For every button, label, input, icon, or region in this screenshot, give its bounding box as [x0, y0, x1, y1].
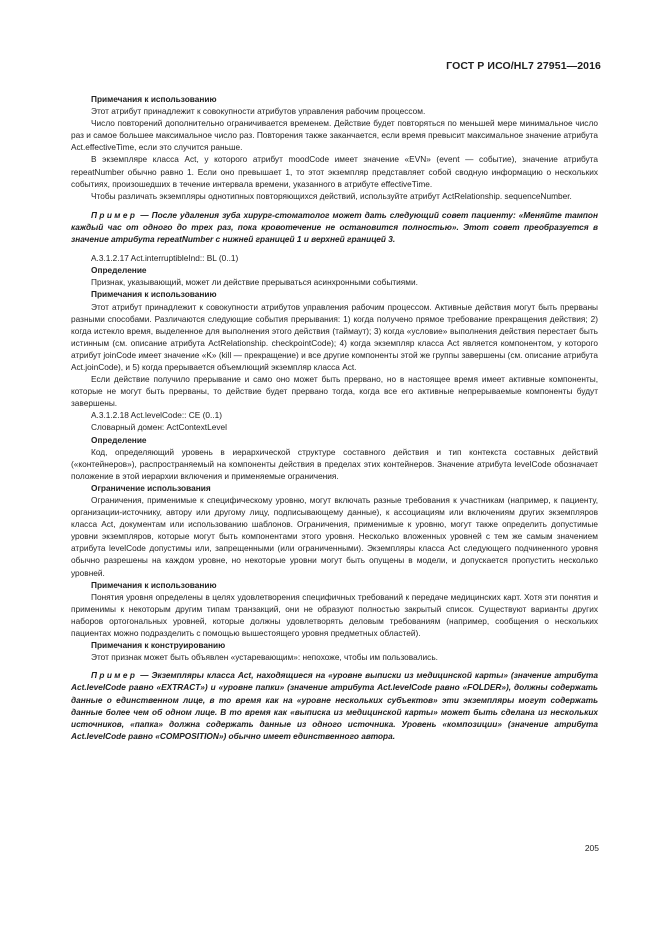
paragraph: Число повторений дополнительно ограничивается временем. Действие будет повторяться по меньшей мере минимальное число раз и самое большее максимальное число раз. Повторения также заканчается, если время превысит максимальное значение атрибута Act.effectiveTime, если это случится раньше. [71, 118, 598, 153]
paragraph: Чтобы различать экземпляры однотипных повторяющихся действий, используйте атрибут ActRelationship. sequenceNumber. [91, 190, 572, 201]
paragraph: Ограничения, применимые к специфическому уровню, могут включать разные требования к участникам (например, к пациенту, организации-источнику, автору или другому лицу, подписывающему данные), к ассоциациям или включениям других экземпляров класса Act, документам или использованию шаблонов. Ограничения, применимые к уровню, могут также определить допустимые уровни экземпляров, которые могут быть компонентами этого уровня. Несколько вложенных уровней с тем же самым значением атрибута levelCode допустимы или, запрещенными (или ограниченными). Экземпляры класса Act следующего подчиненного уровня обычно разрешены на каждом уровне, но некоторые уровни могут быть опущены в модели, и допускается пропустить несколько уровней. [71, 495, 598, 578]
paragraph: Этот атрибут принадлежит к совокупности атрибутов управления рабочим процессом. Активные действия могут быть прерваны разными способами. Различаются следующие события прерывания: 1) когда получено прямое требование прекращения действия; 2) когда истекло время, выделенное для выполнения этого действия (таймаут); 3) когда «условие» выполнения действия перестает быть истинным (см. описание атрибута ActRelationship. checkpointCode); 4) когда экземпляр класса Act является компонентом, у которого атрибут joinCode имеет значение «K» (kill — прекращение) и все другие компоненты этой же группы завершены (см. описание атрибута Act.joinCode), и 5) когда прерывается объемлющий экземпляр класса Act. [71, 301, 598, 372]
paragraph: Код, определяющий уровень в иерархической структуре составного действия и тип контекста составных действий («контейнеров»), распространяемый на компоненты действия в пределах этих контейнеров. Значение атрибута levelCode обозначает положение в этой иерархии включения и применяемые ограничения. [71, 446, 598, 481]
example-label: Пример [91, 209, 138, 220]
document-body [71, 93, 598, 742]
example-text: — Экземпляры класса Act, находящиеся на «уровне выписки из медицинской карты» (значение атрибута Act.levelCode равно «EXTRACT») и «уровне папки» (значение атрибута Act.levelCode равно «FOLDER»), должны содержать данные о единственном лице, в то время как на «уровне нескольких субъектов» эти экземпляры могут содержать данные более чем об одном лице. В то время как «выписка из медицинской карты» может быть сделана из нескольких источников, «папка» должна содержать данные из одного источника. Уровень «композиции» (значение атрибута Act.levelCode равно «COMPOSITION») обычно имеет единственного автора. [71, 670, 598, 741]
paragraph: В экземпляре класса Act, у которого атрибут moodCode имеет значение «EVN» (event — событие), значение атрибута repeatNumber обычно равно 1. Если оно превышает 1, то этот экземпляр представляет собой сводную информацию о нескольких событиях, произошедших в течение интервала времени, указанного в атрибуте effectiveTime. [71, 154, 598, 189]
paragraph: A.3.1.2.18 Act.levelCode:: CE (0..1) [91, 410, 222, 421]
paragraph-spacer [71, 202, 598, 209]
paragraph: Словарный домен: ActContextLevel [91, 422, 227, 433]
paragraph: Понятия уровня определены в целях удовлетворения специфичных требований к передаче медицинских карт. Хотя эти понятия и применимы к некоторым другим типам транзакций, они не образуют полностью закрытый список. Существуют варианты других наборов ортогональных уровней, которые должны удовлетворять деловым требованиям (например, сообщения о нескольких пациентах можно подразделить с помощью вышестоящего уровня предметных областей). [71, 591, 598, 639]
document-header: ГОСТ Р ИСО/HL7 27951—2016 [446, 60, 601, 72]
section-heading: Примечания к использованию [91, 579, 217, 590]
example-paragraph [71, 669, 598, 742]
paragraph: Этот атрибут принадлежит к совокупности атрибутов управления рабочим процессом. [91, 106, 426, 117]
page-number: 205 [584, 843, 599, 853]
paragraph: Этот признак может быть объявлен «устаревающим»: непохоже, чтобы им пользовались. [91, 652, 438, 663]
section-heading: Примечания к использованию [91, 94, 217, 104]
section-heading: Определение [91, 265, 147, 276]
paragraph: A.3.1.2.17 Act.interruptibleInd:: BL (0..1) [91, 253, 239, 264]
example-label: Пример [91, 670, 138, 681]
section-heading: Определение [91, 434, 147, 445]
section-heading: Ограничение использования [91, 482, 211, 493]
section-heading: Примечания к использованию [91, 289, 217, 300]
section-heading: Примечания к конструированию [91, 640, 226, 651]
paragraph: Признак, указывающий, может ли действие прерываться асинхронными событиями. [91, 277, 418, 288]
example-paragraph [71, 209, 598, 245]
example-text: — После удаления зуба хирург-стоматолог может дать следующий совет пациенту: «Меняйте тампон каждый час от одного до трех раз, пока кровотечение не остановится полностью». Этот совет преобразуется в значение атрибута repeatNumber с нижней границей 1 и верхней границей 3. [71, 209, 598, 245]
paragraph: Если действие получило прерывание и само оно может быть прервано, но в настоящее время имеет активные компоненты, которые не могут быть прерваны, то действие будет прервано тогда, когда все его активные непрерываемые компоненты будут завершены. [71, 374, 598, 409]
paragraph-spacer [71, 245, 598, 252]
